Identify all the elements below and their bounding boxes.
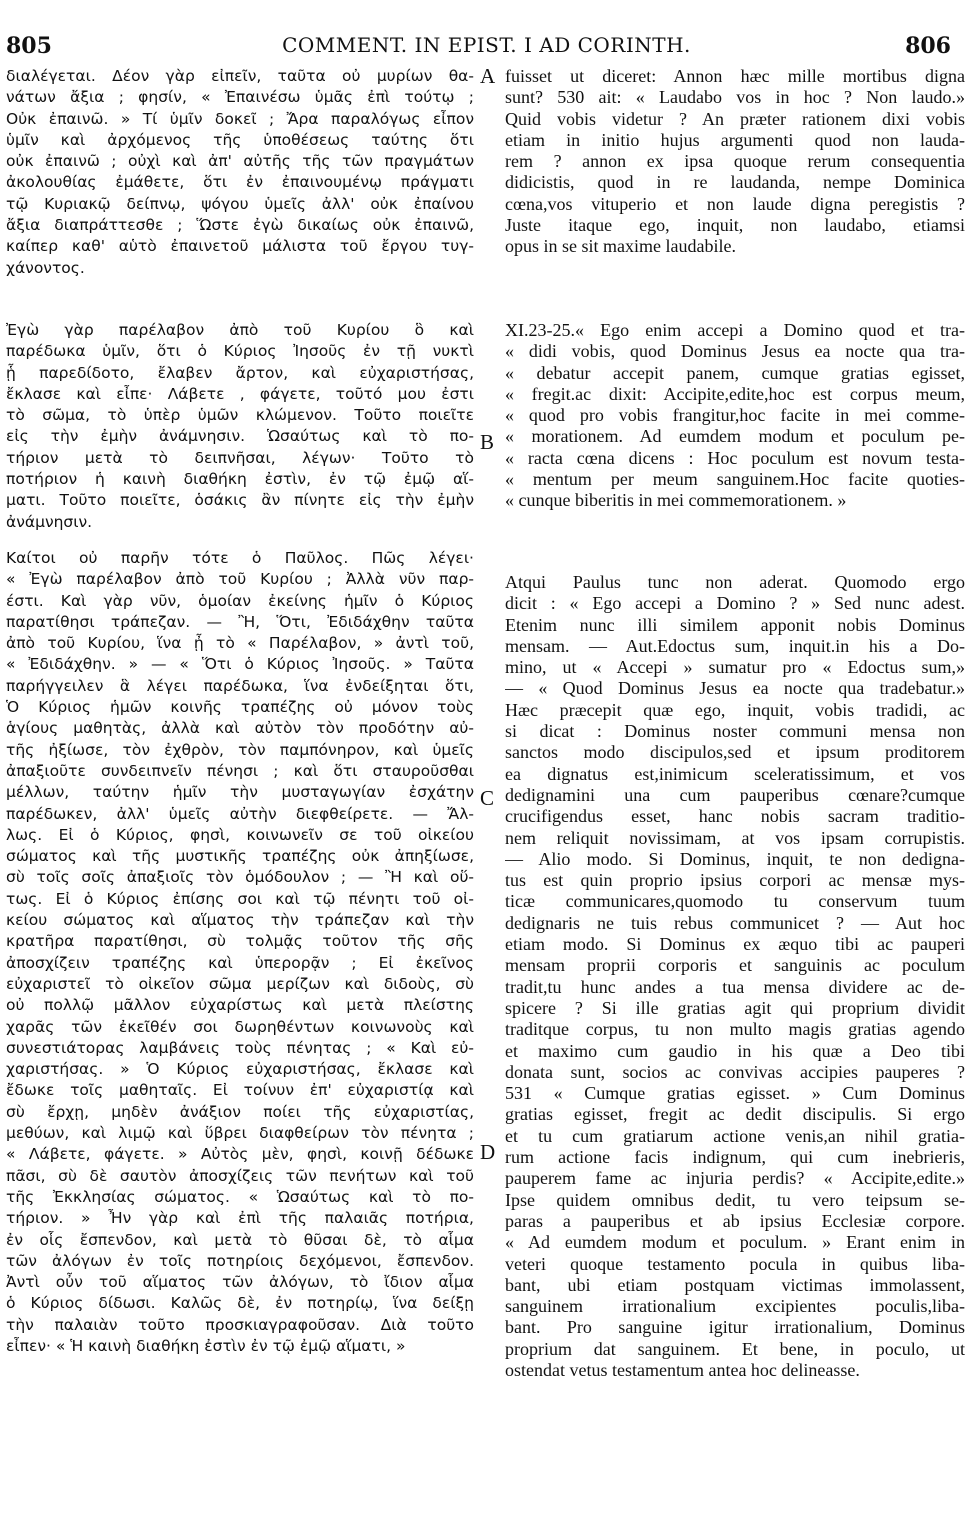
text-line: πᾶσι, σὺ δὲ σαυτὸν ἀποσχίζεις τῶν πενήτων καὶ τοῦ [6,1166,474,1185]
text-line: mensam. — Aut.Edoctus sum, inquit.in his a Do- [505,635,965,656]
text-line: 531 « Cumque gratias egisset. » Cum Dominus [505,1083,965,1104]
text-line: νάτων ἄξια ; φησίν, « Ἐπαινέσω ὑμᾶς ἐπὶ τούτῳ ; [6,88,474,107]
text-line: tradit,tu hunc andes a tua mensa dividere ac de- [505,976,965,997]
text-line: σώματος καὶ τῆς μυστικῆς τραπέζης οὐκ ἀπηξίωσε, [6,847,474,866]
text-line: crucifigendus esset, hanc nobis sacram traditio- [505,806,965,827]
text-line: διαλέγεται. Δέον γὰρ εἰπεῖν, ταῦτα οὐ μυρίων θα- [6,67,474,85]
text-line: παρέδωκα ὑμῖν, ὅτι ὁ Κύριος Ἰησοῦς ἐν τῇ νυκτὶ [6,342,474,361]
text-line: opus in se sit maxime laudabile. [505,236,736,257]
text-line: et tu cum gratiarum actione venis,an nihil gratia- [505,1125,965,1146]
page-header [0,0,973,60]
text-line: proprium dat sanguinem. Et bene, in poculo, ut [505,1338,965,1359]
text-line: « quod pro vobis frangitur,hoc facite in mei comme- [505,405,965,426]
text-line: « debatur accepit panem, cumque gratias egisset, [505,362,965,383]
text-line: si dicat : Dominus noster communi mensa non [505,721,965,742]
text-line: ἐν οἷς ἔσπενδον, καὶ μετὰ τὸ θῦσαι δὲ, τὸ αἷμα [6,1230,474,1249]
page-number-right: 806 [905,33,951,59]
text-line: Hæc præcepit quæ ego, inquit, vobis tradidi, ac [505,699,965,720]
margin-marker-a: A [480,64,496,88]
text-line: — « Quod Dominus Jesus ea nocte qua tradebatur.» [505,678,965,699]
text-line: mensam proprii corporis et sanguinis ac poculum [505,955,965,976]
greek-block-3 [6,548,474,1357]
text-line: χαριστήσας. » Ὁ Κύριος εὐχαριστήσας, ἔκλασε καὶ [6,1060,474,1079]
text-line: Καίτοι οὐ παρῆν τότε ὁ Παῦλος. Πῶς λέγει· [6,549,474,567]
text-line: bant. Pro sanguine igitur irrationalium, Dominus [505,1317,965,1338]
text-line: nem reliquit novissimam, at vos ipsam corrupistis. [505,827,965,848]
text-line: sanctos modo discipulos,sed et ipsum proditorem [505,742,965,763]
text-line: τήριον. » Ἦν γὰρ καὶ ἐπὶ τῆς παλαιᾶς ποτήρια, [6,1209,474,1228]
text-line: ᾗ παρεδίδοτο, ἔλαβεν ἄρτον, καὶ εὐχαριστήσας, [6,363,474,382]
text-line: bant, ubi etiam postquam victimas immolassent, [505,1274,965,1295]
text-line: ἀπὸ τοῦ Κυρίου, ἵνα ᾖ τὸ « Παρέλαβον, » ἀντὶ τοῦ, [6,634,474,653]
text-line: έστι. Καὶ γὰρ νῦν, ὁμοίαν ἐκείνης ἡμῖν ὁ Κύριος [6,591,474,610]
text-line: Ipse quidem omnibus dedit, tu vero teipsum se- [505,1189,965,1210]
text-line: λως. Εἰ ὁ Κύριος, φησὶ, κοινωνεῖν σε τοῦ οἰκείου [6,825,474,844]
text-line: « Ἐδιδάχθην. » — « Ὅτι ὁ Κύριος Ἰησοῦς. » Ταῦτα [6,655,474,674]
text-line: οὐκ ἐπαινῶ ; οὐχὶ καὶ ἀπ' αὐτῆς τῆς τῶν πραγμάτων [6,152,474,171]
text-line: οὐ πολλῷ μᾶλλον εὐχαρίστως καὶ μετὰ πλείστης [6,996,474,1015]
text-line: ματι. Τοῦτο ποιεῖτε, ὁσάκις ἂν πίνητε εἰς τὴν ἐμὴν [6,491,474,510]
latin-block-1 [505,66,965,258]
text-line: ἀποσχίζειν τραπέζης καὶ ὑπερορᾷν ; Εἰ ἐκεῖνος [6,953,474,972]
text-line: mino, ut « Accepi » sumatur pro « Edoctus sum,» [505,657,965,678]
text-line: ὁ Κύριος δίδωσι. Καλῶς δὲ, ἐν ποτηρίῳ, ἵνα δείξῃ [6,1294,474,1313]
text-line: — Alio modo. Si Dominus, inquit, te non dedigna- [505,848,965,869]
text-line: Ἀντὶ οὖν τοῦ αἵματος τῶν ἀλόγων, τὸ ἴδιον αἷμα [6,1273,474,1292]
text-line: « racta cœna dicens : Hoc poculum est novum testa- [505,447,965,468]
text-line: dicit : « Ego accepi a Domino ? » Sed nunc adest. [505,593,965,614]
text-line: ἔκλασε καὶ εἶπε· Λάβετε , φάγετε, τοῦτό μου ἐστι [6,384,474,403]
text-line: παρήγγειλεν ἃ λέγει παρέδωκα, ἵνα ἐνδείξηται ὅτι, [6,676,474,695]
text-line: Ἐγὼ γὰρ παρέλαβον ἀπὸ τοῦ Κυρίου ὃ καὶ [6,321,474,339]
text-line: τως. Εἰ ὁ Κύριος ἐπίσης σοι καὶ τῷ πένητι τοῦ οἰ- [6,889,474,908]
text-line: spicere ? Si ille gratias agit qui proprium dividit [505,997,965,1018]
text-line: Etenim nunc illi similem apponit nobis Dominus [505,614,965,635]
text-line: sanguinem irrationalium excipientes poculis,liba- [505,1296,965,1317]
margin-marker-b: B [480,430,495,454]
margin-marker-d: D [480,1140,496,1164]
text-line: τῶν ἀλόγων ἐν τοῖς ποτηρίοις δεχόμενοι, ἔσπενδον. [6,1251,474,1270]
text-line: Atqui Paulus tunc non aderat. Quomodo ergo [505,572,965,592]
text-line: et maximo cum gaudio in his quæ a Deo tibi [505,1040,965,1061]
text-line: veteri quoque testamento pocula in quibus liba- [505,1253,965,1274]
text-line: ἀνάμνησιν. [6,512,93,531]
text-line: dedignamini una cum pauperibus cœnare?cumque [505,784,965,805]
text-line: gratias egisset, fregit ac dedit discipulis. Si ergo [505,1104,965,1125]
text-line: traditque corpus, tu non multo magis gratias agendo [505,1019,965,1040]
text-line: τήριον μετὰ τὸ δειπνῆσαι, λέγων· Τοῦτο τὸ [6,448,474,467]
text-line: « Ad eumdem modum et poculum. » Erant enim in [505,1232,965,1253]
text-line: ticæ communicares,quomodo tu conservum tuum [505,891,965,912]
text-line: donata sunt, socios ac convivas accipies pauperes ? [505,1061,965,1082]
text-line: « morationem. Ad eumdem modum et poculum pe- [505,426,965,447]
text-line: τῆς Ἐκκλησίας σώματος. « Ὡσαύτως καὶ τὸ πο- [6,1187,474,1206]
text-line: ἀπαξιοῦτε συνδειπνεῖν πένησι ; καὶ ὅτι σταυροῦσθαι [6,761,474,780]
margin-marker-c: C [480,786,495,810]
text-line: ἄξια διαπράττεσθε ; Ὥστε ἐγὼ δικαίως οὐκ ἐπαινῶ, [6,216,474,235]
running-title: COMMENT. IN EPIST. I AD CORINTH. [282,33,691,57]
text-line: etiam in initio hujus argumenti quod non lauda- [505,129,965,150]
text-line: « Ἐγὼ παρέλαβον ἀπὸ τοῦ Κυρίου ; Ἀλλὰ νῦν παρ- [6,570,474,589]
text-line: etiam modo. Si Dominus ex æquo tibi ac pauperi [505,934,965,955]
text-line: ἀκολουθίας ἐμάθετε, ὅτι ἐν ἐπαινουμένῳ πράγματι [6,173,474,192]
text-line: τὴν παλαιὰν τοῦτο προσκιαγραφοῦσαν. Διὰ τοῦτο [6,1315,474,1334]
text-line: ostendat vetus testamentum antea hoc delineasse. [505,1359,860,1380]
text-line: παρέδωκεν, ἀλλ' ὑμεῖς αὐτὴν διεφθείρετε. — Ἄλ- [6,804,474,823]
text-line: Juste itaque ego, inquit, non laudabo, etiamsi [505,215,965,236]
text-line: pauperem fame ac injuria perdis? « Accipite,edite.» [505,1168,965,1189]
text-line: καίπερ καθ' αὑτὸ ἐπαινετοῦ μάλιστα τοῦ ἔργου τυγ- [6,237,474,256]
text-line: κρατῆρα παρατίθησι, σὺ τολμᾷς τοῦτον τῆς σῆς [6,932,474,951]
text-line: χάνοντος. [6,258,85,277]
text-line: « cunque biberitis in mei commemorationem. » [505,490,847,511]
text-line: sunt? 530 ait: « Laudabo vos in hoc ? Non laudo.» [505,87,965,108]
greek-block-1 [6,66,474,279]
latin-block-2 [505,320,965,512]
text-line: ποτήριον ἡ καινὴ διαθήκη ἐστὶν, ἐν τῷ ἐμῷ αἵ- [6,470,474,489]
text-line: κείου σώματος καὶ αἵματος τὴν τράπεζαν καὶ τὴν [6,911,474,930]
page-number-left: 805 [6,33,52,59]
text-line: μεθύων, καὶ λιμῷ καὶ ὕβρει διαφθείρων τὸν πένητα ; [6,1124,474,1143]
text-line: XI.23-25.« Ego enim accepi a Domino quod et tra- [505,320,965,340]
text-line: ἁγίους μαθητὰς, ἀλλὰ καὶ αὐτὸν τὸν προδότην αὐ- [6,719,474,738]
text-line: paras a pauperibus et ab ipsius Ecclesiæ corpore. [505,1210,965,1231]
text-line: ea dignatus est,inimicum sceleratissimum, et vos [505,763,965,784]
text-line: τὸ σῶμα, τὸ ὑπὲρ ὑμῶν κλώμενον. Τοῦτο ποιεῖτε [6,406,474,425]
latin-block-3 [505,572,965,1381]
text-line: συνεστιάτορας λαμβάνεις τοὺς πένητας ; « Καὶ εὐ- [6,1038,474,1057]
text-line: τῷ Κυριακῷ δείπνῳ, ψόγου ὑμεῖς ἀλλ' οὐκ ἐπαίνου [6,194,474,213]
text-line: « Λάβετε, φάγετε. » Αὐτὸς μὲν, φησὶ, κοινῇ δέδωκε [6,1145,474,1164]
text-line: Οὐκ ἐπαινῶ. » Τί ὑμῖν δοκεῖ ; Ἄρα παραλόγως εἶπον [6,109,474,128]
text-line: εἰς τὴν ἐμὴν ἀνάμνησιν. Ὡσαύτως καὶ τὸ πο- [6,427,474,446]
text-line: χαρᾶς τῶν ἐκεῖθέν σοι δωρηθέντων κοινωνοὺς καὶ [6,1017,474,1036]
text-line: παρατίθησι τράπεζαν. — Ἢ, Ὅτι, Ἐδιδάχθην ταῦτα [6,612,474,631]
text-line: rum actione facis indignum, qui cum inebrieris, [505,1147,965,1168]
text-line: Ὁ Κύριος ἡμῶν κοινῆς τραπέζης οὐ μόνον τοὺς [6,698,474,717]
text-line: εὐχαριστεῖ τὸ οἰκεῖον σῶμα μερίζων καὶ διδοὺς, σὺ [6,974,474,993]
text-line: « fregit.ac dixit: Accipite,edite,hoc est corpus meum, [505,383,965,404]
text-line: « mentum per meum sanguinem.Hoc facite quoties- [505,469,965,490]
text-line: εἶπεν· « Ἡ καινὴ διαθήκη ἐστὶν ἐν τῷ ἐμῷ αἵματι, » [6,1336,406,1355]
greek-block-2 [6,320,474,533]
text-line: Quid vobis videtur ? An præter rationem dixi vobis [505,108,965,129]
text-line: τῆς ἠξίωσε, τὸν ἐχθρὸν, τὸν παμπόνηρον, καὶ ὑμεῖς [6,740,474,759]
text-line: « didi vobis, quod Dominus Jesus ea nocte qua tra- [505,341,965,362]
text-line: cœna,vos vituperio et non laude digna peregistis ? [505,193,965,214]
text-line: dedignaris ne tuis rebus communicet ? — Aut hoc [505,912,965,933]
text-line: fuisset ut diceret: Annon hæc mille mortibus digna [505,66,965,86]
text-line: ἔδωκε τοῖς μαθηταῖς. Εἰ τοίνυν ἐπ' εὐχαριστίᾳ καὶ [6,1081,474,1100]
text-line: σὺ τοῖς σοῖς ἀπαξιοῖς τὸν ὁμόδουλον ; — Ἢ καὶ οὕ- [6,868,474,887]
text-line: ὑμῖν καὶ ἀρχόμενος τῆς ὑποθέσεως ταύτης ὅτι [6,130,474,149]
text-line: rem ? annon ex ipsa quoque rerum consequentia [505,151,965,172]
text-line: didicistis, quod in re laudanda, nempe Dominica [505,172,965,193]
text-line: tus est quin proprio ipsius corpori ac mensæ mys- [505,870,965,891]
text-line: σὺ ἔρχῃ, μηδὲν ἀνάξιον ποίει τῆς εὐχαριστίας, [6,1102,474,1121]
text-line: μέλλων, ταύτην ἡμῖν τὴν μυσταγωγίαν ἐσχάτην [6,783,474,802]
